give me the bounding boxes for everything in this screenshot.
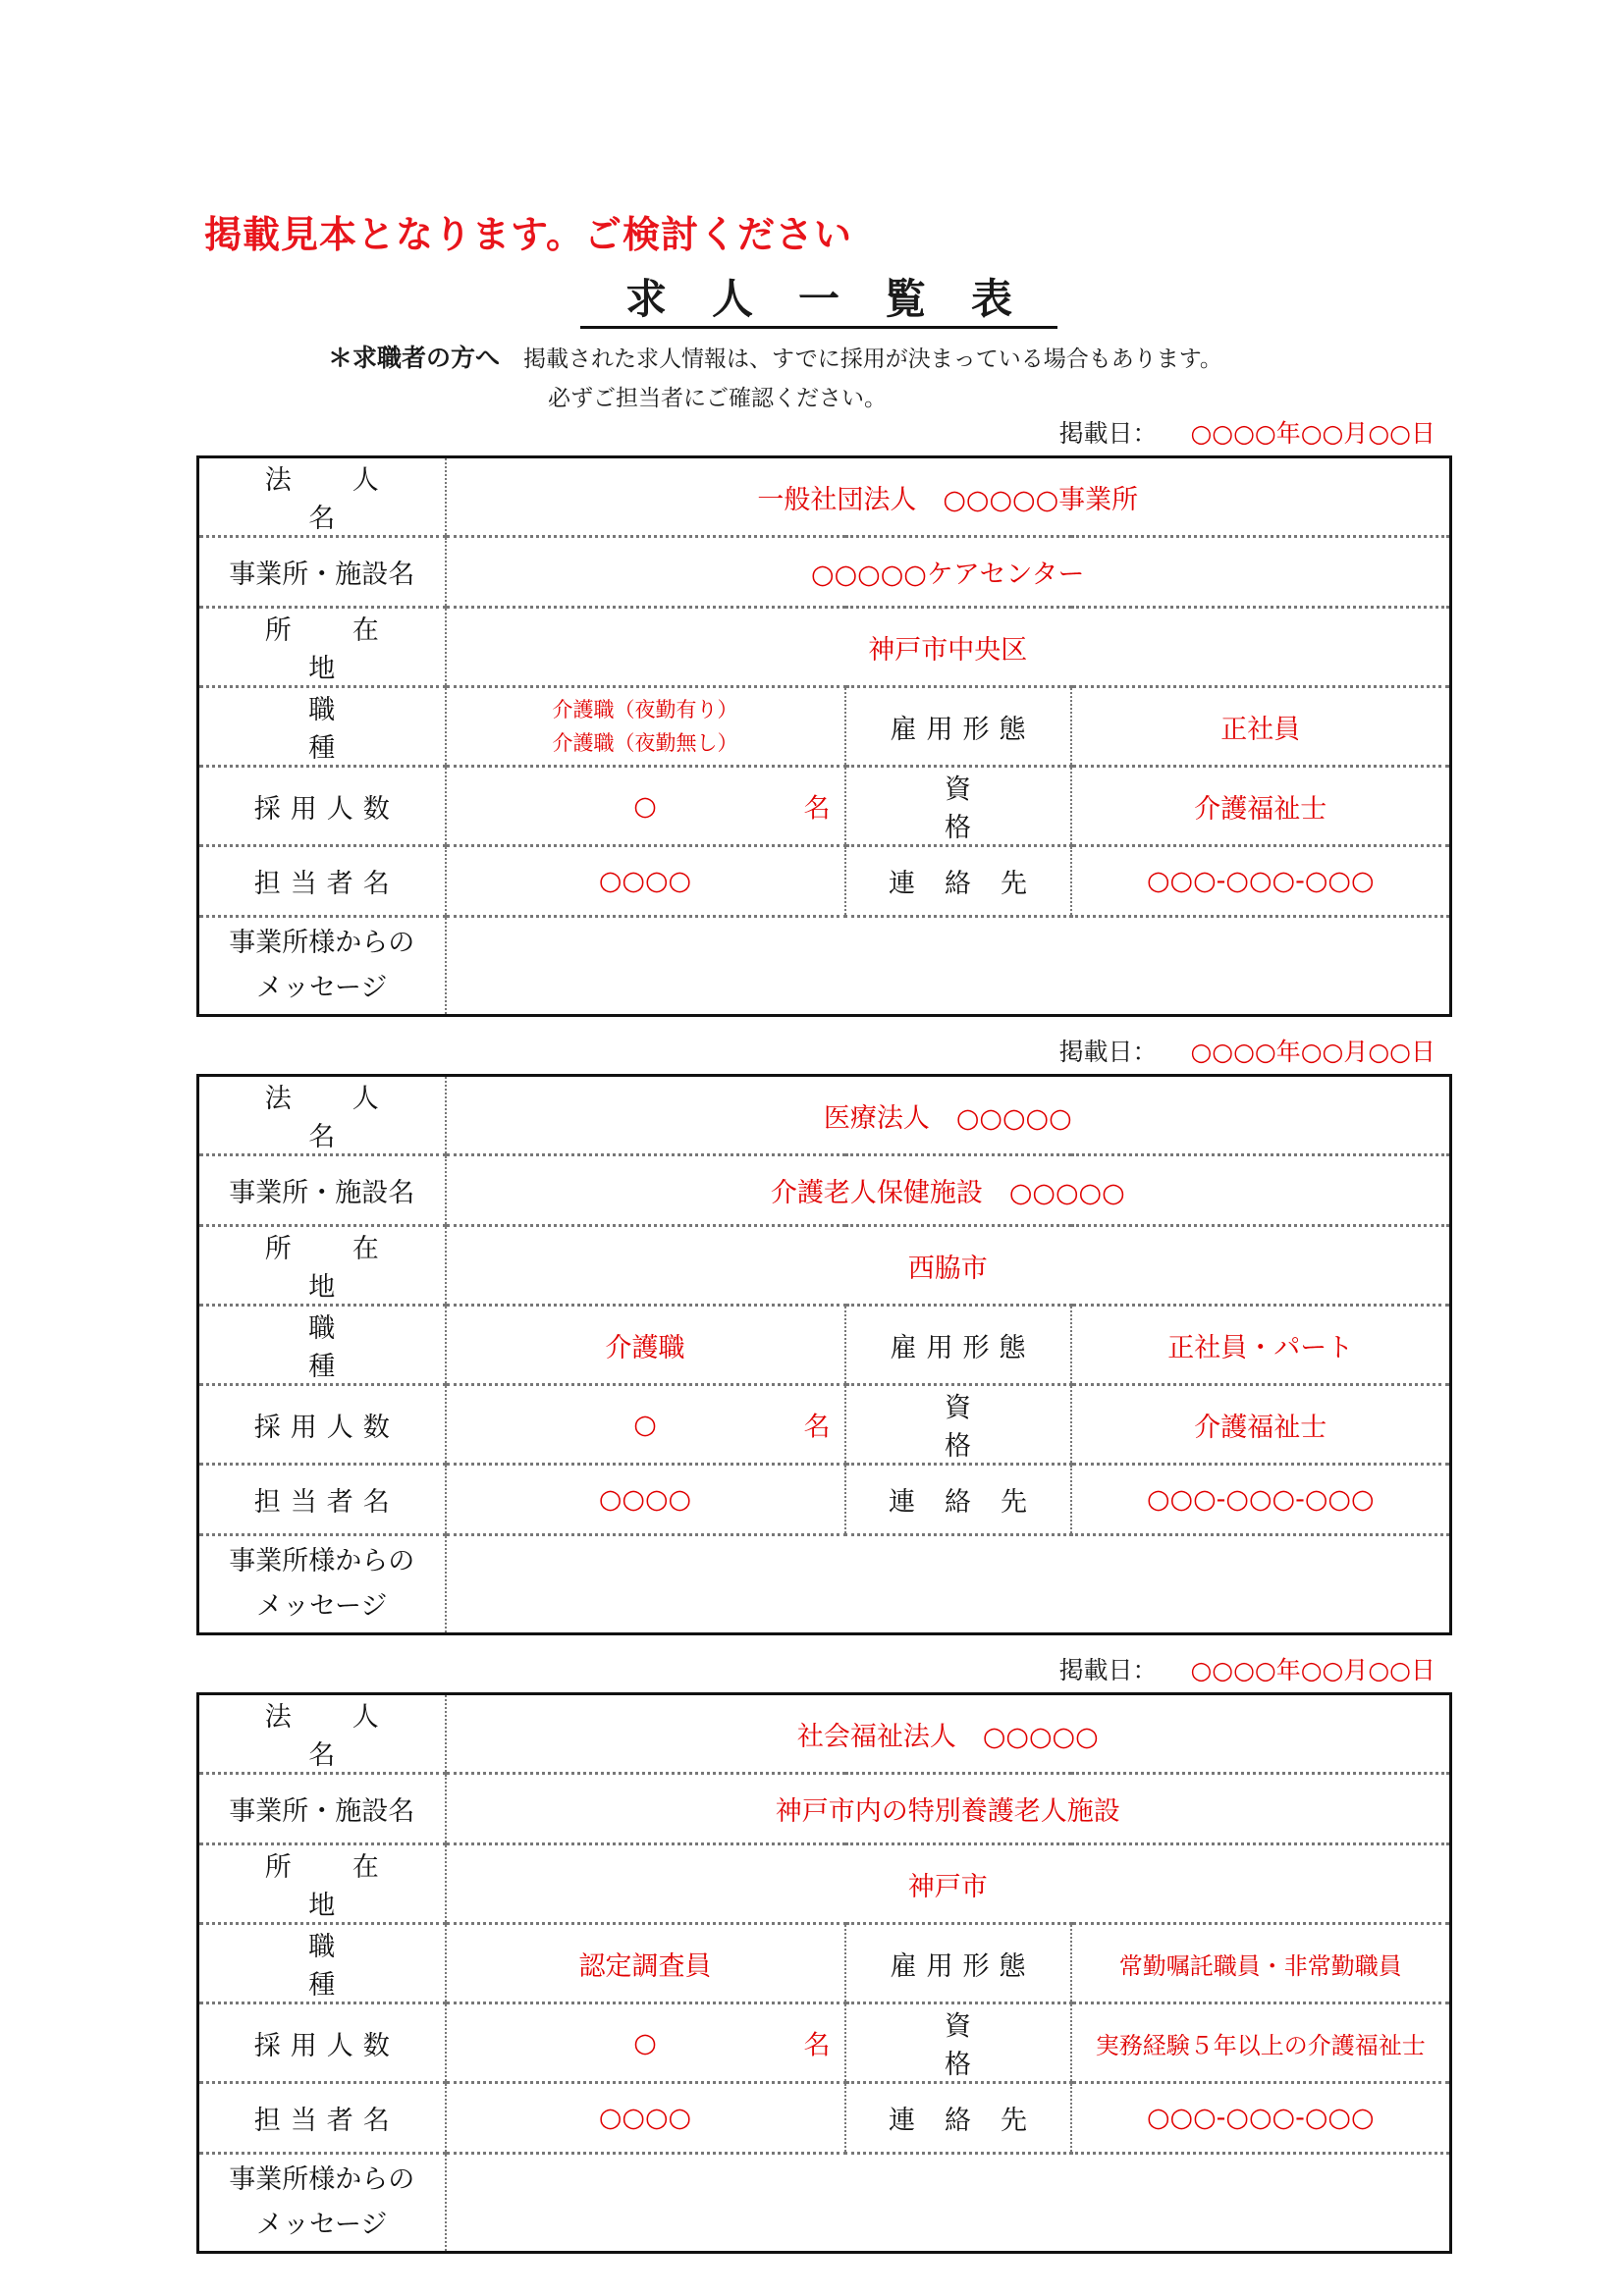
headcount-number: ○	[633, 2027, 657, 2058]
message-value	[446, 917, 1451, 1016]
intro-line1: 掲載された求人情報は、すでに採用が決まっている場合もあります。	[523, 347, 1222, 372]
location-label: 所在地	[198, 1226, 446, 1306]
location-label: 所在地	[198, 608, 446, 687]
intro-line2: 必ずご担当者にご確認ください。	[548, 386, 887, 411]
row-headcount	[198, 2003, 1451, 2083]
row-message	[198, 2154, 1451, 2253]
employment-label: 雇用形態	[845, 1306, 1071, 1385]
facility-label: 事業所・施設名	[198, 537, 446, 608]
row-location	[198, 1844, 1451, 1924]
row-headcount	[198, 767, 1451, 846]
contact-person-value: ○○○○	[446, 1465, 845, 1535]
job-type-line: 認定調査員	[578, 1950, 712, 1982]
headcount-value	[446, 767, 845, 846]
posted-date-row	[196, 1649, 1449, 1692]
facility-label: 事業所・施設名	[198, 1155, 446, 1226]
row-corporation	[198, 1694, 1451, 1774]
location-value: 西脇市	[446, 1226, 1451, 1306]
location-label: 所在地	[198, 1844, 446, 1924]
posted-date-label: 掲載日：	[1058, 1038, 1158, 1066]
headcount-number: ○	[633, 790, 657, 822]
facility-value: ○○○○○ケアセンター	[446, 537, 1451, 608]
headcount-value	[446, 2003, 845, 2083]
qualification-label: 資格	[845, 767, 1071, 846]
headcount-value	[446, 1385, 845, 1465]
headcount-unit: 名	[803, 2030, 831, 2061]
row-facility	[198, 1774, 1451, 1844]
qualification-value: 介護福祉士	[1071, 1385, 1451, 1465]
employment-value: 正社員	[1071, 687, 1451, 767]
qualification-label: 資格	[845, 1385, 1071, 1465]
corporation-label: 法人名	[198, 457, 446, 537]
contact-person-label: 担当者名	[198, 2083, 446, 2154]
message-label-line1: 事業所様からの	[229, 928, 415, 958]
job-type-label: 職種	[198, 1306, 446, 1385]
message-label-line2: メッセージ	[256, 973, 388, 1003]
facility-value: 神戸市内の特別養護老人施設	[446, 1774, 1451, 1844]
intro-note	[328, 339, 1222, 418]
facility-label: 事業所・施設名	[198, 1774, 446, 1844]
posted-date-value: ○○○○年○○月○○日	[1190, 419, 1435, 448]
message-value	[446, 1535, 1451, 1634]
employment-value: 正社員・パート	[1071, 1306, 1451, 1385]
row-facility	[198, 537, 1451, 608]
location-value: 神戸市中央区	[446, 608, 1451, 687]
job-listing-1	[196, 412, 1449, 1017]
headcount-label: 採用人数	[198, 767, 446, 846]
contact-label: 連絡先	[845, 2083, 1071, 2154]
intro-lead: ＊求職者の方へ	[328, 344, 501, 372]
contact-value: ○○○-○○○-○○○	[1071, 2083, 1451, 2154]
contact-label: 連絡先	[845, 1465, 1071, 1535]
headcount-unit: 名	[803, 793, 831, 825]
job-table	[196, 1074, 1452, 1635]
contact-person-label: 担当者名	[198, 1465, 446, 1535]
employment-label: 雇用形態	[845, 687, 1071, 767]
row-facility	[198, 1155, 1451, 1226]
message-label-line2: メッセージ	[256, 2210, 388, 2240]
row-contact	[198, 846, 1451, 917]
job-type-value	[446, 1924, 845, 2003]
corporation-value: 一般社団法人 ○○○○○事業所	[446, 457, 1451, 537]
location-value: 神戸市	[446, 1844, 1451, 1924]
row-message	[198, 917, 1451, 1016]
qualification-value: 介護福祉士	[1071, 767, 1451, 846]
posted-date-row	[196, 412, 1449, 455]
row-location	[198, 608, 1451, 687]
message-label	[198, 1535, 446, 1634]
contact-person-value: ○○○○	[446, 2083, 845, 2154]
job-listing-3	[196, 1649, 1449, 2254]
message-label	[198, 2154, 446, 2253]
message-label-line1: 事業所様からの	[229, 2164, 415, 2195]
posted-date-value: ○○○○年○○月○○日	[1190, 1038, 1435, 1066]
job-type-label: 職種	[198, 1924, 446, 2003]
job-type-line: 介護職（夜勤有り）	[552, 698, 738, 721]
contact-person-value: ○○○○	[446, 846, 845, 917]
row-job-type	[198, 1924, 1451, 2003]
page-title: 求人一覧表	[580, 273, 1057, 329]
contact-value: ○○○-○○○-○○○	[1071, 1465, 1451, 1535]
row-job-type	[198, 687, 1451, 767]
job-type-line: 介護職	[605, 1332, 685, 1363]
employment-value: 常勤嘱託職員・非常勤職員	[1071, 1924, 1451, 2003]
job-table	[196, 455, 1452, 1017]
posted-date-label: 掲載日：	[1058, 1656, 1158, 1684]
row-corporation	[198, 457, 1451, 537]
employment-label: 雇用形態	[845, 1924, 1071, 2003]
row-headcount	[198, 1385, 1451, 1465]
headcount-label: 採用人数	[198, 1385, 446, 1465]
job-type-value	[446, 687, 845, 767]
posted-date-value: ○○○○年○○月○○日	[1190, 1656, 1435, 1684]
page-title-wrap	[0, 273, 1624, 329]
posted-date-row	[196, 1031, 1449, 1074]
job-table	[196, 1692, 1452, 2254]
job-type-line: 介護職（夜勤無し）	[552, 731, 738, 755]
sample-notice: 掲載見本となります。ご検討ください	[204, 213, 852, 256]
row-job-type	[198, 1306, 1451, 1385]
qualification-value: 実務経験５年以上の介護福祉士	[1071, 2003, 1451, 2083]
headcount-label: 採用人数	[198, 2003, 446, 2083]
corporation-value: 社会福祉法人 ○○○○○	[446, 1694, 1451, 1774]
row-message	[198, 1535, 1451, 1634]
row-corporation	[198, 1076, 1451, 1155]
corporation-label: 法人名	[198, 1076, 446, 1155]
corporation-value: 医療法人 ○○○○○	[446, 1076, 1451, 1155]
job-type-value	[446, 1306, 845, 1385]
row-location	[198, 1226, 1451, 1306]
job-type-label: 職種	[198, 687, 446, 767]
message-label-line1: 事業所様からの	[229, 1546, 415, 1576]
contact-label: 連絡先	[845, 846, 1071, 917]
corporation-label: 法人名	[198, 1694, 446, 1774]
contact-value: ○○○-○○○-○○○	[1071, 846, 1451, 917]
headcount-number: ○	[633, 1409, 657, 1440]
message-value	[446, 2154, 1451, 2253]
contact-person-label: 担当者名	[198, 846, 446, 917]
headcount-unit: 名	[803, 1412, 831, 1443]
message-label	[198, 917, 446, 1016]
message-label-line2: メッセージ	[256, 1591, 388, 1622]
posted-date-label: 掲載日：	[1058, 419, 1158, 448]
qualification-label: 資格	[845, 2003, 1071, 2083]
job-listing-2	[196, 1031, 1449, 1635]
row-contact	[198, 2083, 1451, 2154]
row-contact	[198, 1465, 1451, 1535]
facility-value: 介護老人保健施設 ○○○○○	[446, 1155, 1451, 1226]
